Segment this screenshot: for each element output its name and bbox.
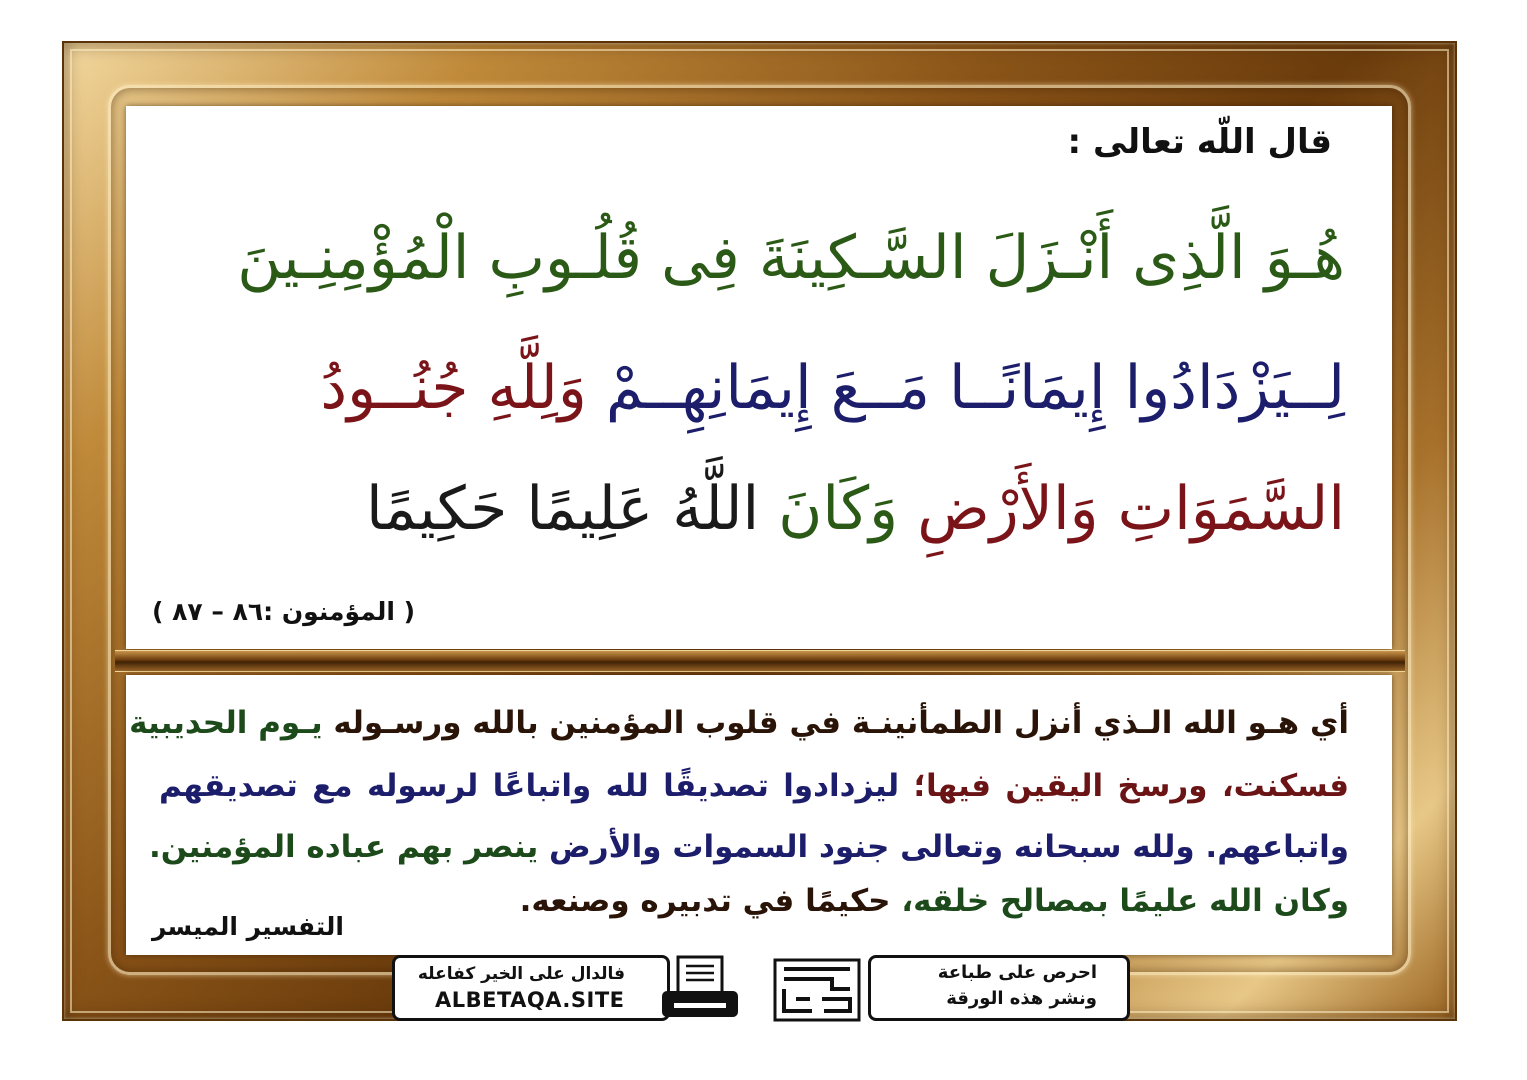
- footer-print-text: احرص على طباعة: [937, 962, 1097, 983]
- tafsir-line-1: [129, 705, 1349, 742]
- frame-divider: [115, 650, 1405, 672]
- tafsir-segment: واتباعهم. ولله سبحانه وتعالى جنود السموات والأرض: [538, 829, 1349, 865]
- footer-site-link[interactable]: ALBETAQA.SITE: [435, 988, 625, 1012]
- printer-icon: [658, 953, 742, 1023]
- tafsir-line-2: [159, 768, 1349, 805]
- verse-segment: لِــيَزْدَادُوا إِيمَانًــا مَــعَ إِيمَانِهِــمْ: [605, 353, 1345, 423]
- footer-proverb: فالدال على الخير كفاعله: [417, 964, 625, 984]
- tafsir-segment: فسكنت، ورسخ اليقين فيها؛: [899, 768, 1350, 804]
- verse-segment: وَكَانَ: [778, 474, 918, 544]
- verse-line-2: [165, 352, 1345, 424]
- tafsir-segment: أي هـو الله الـذي أنزل الطمأنينـة في قلوب المؤمنين بالله ورسـوله: [322, 705, 1349, 741]
- tafsir-segment: ليزدادوا تصديقًا لله واتباعًا لرسوله مع تصديقهم: [159, 768, 900, 804]
- tafsir-segment: وكان الله عليمًا بمصالح خلقه،: [890, 883, 1349, 919]
- tafsir-source: التفسير الميسر: [152, 912, 344, 941]
- footer-site-box[interactable]: [392, 955, 670, 1021]
- verse-segment: هُـوَ الَّذِى أَنْـزَلَ السَّـكِينَةَ فِى قُلُـوبِ الْمُؤْمِنِـينَ: [237, 223, 1345, 293]
- verse-segment: اللَّهُ عَلِيمًا حَكِيمًا: [366, 474, 779, 544]
- verse-line-3: [165, 473, 1345, 545]
- tafsir-line-3: [148, 829, 1349, 866]
- verse-segment: وَلِلَّهِ جُنُــودُ: [320, 353, 606, 423]
- verse-line-1: [165, 222, 1345, 294]
- tafsir-segment: يـوم الحديبية: [129, 705, 323, 741]
- footer-share-text: ونشر هذه الورقة: [946, 988, 1097, 1009]
- tafsir-segment: ينصر بهم عباده المؤمنين.: [148, 829, 539, 865]
- footer-print-box: [868, 955, 1130, 1021]
- verse-intro: قال اللّه تعالى :: [1067, 122, 1332, 162]
- verse-segment: السَّمَوَاتِ وَالأَرْضِ: [917, 474, 1345, 544]
- logo-icon: [772, 957, 862, 1023]
- tafsir-segment: حكيمًا في تدبيره وصنعه.: [519, 883, 891, 919]
- verse-reference: ( المؤمنون :٨٦ – ٨٧ ): [152, 597, 416, 626]
